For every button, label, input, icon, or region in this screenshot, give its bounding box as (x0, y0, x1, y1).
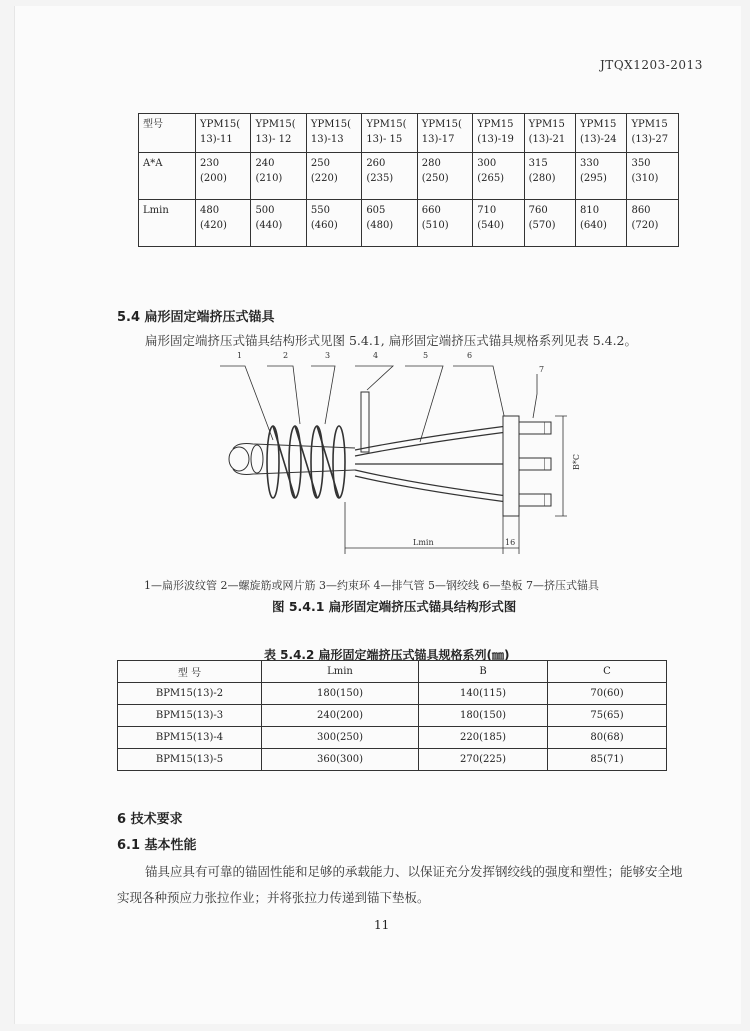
table-row (118, 705, 667, 727)
table-cell: 550 (460) (306, 200, 361, 247)
table-cell: 300 (265) (473, 153, 524, 200)
section-6-1-para-line2: 实现各种预应力张拉作业；并将张拉力传递到锚下垫板。 (117, 890, 430, 905)
table-cell: 230 (200) (196, 153, 251, 200)
figure-caption: 图 5.4.1 扁形固定端挤压式锚具结构形式图 (272, 599, 517, 614)
table-row (118, 749, 667, 771)
table-cell: 85(71) (548, 749, 667, 771)
callout-5: 5 (423, 352, 429, 360)
table-row (139, 114, 679, 153)
anchor-spec-table-bpm (117, 660, 667, 771)
callout-4: 4 (373, 352, 379, 360)
dim-16-label: 16 (505, 538, 516, 547)
callout-6: 6 (467, 352, 473, 360)
table-cell: BPM15(13)-3 (118, 705, 262, 727)
table-cell: BPM15(13)-4 (118, 727, 262, 749)
dim-lmin-label: Lmin (413, 538, 434, 547)
extruded-anchors (519, 422, 551, 506)
table-cell: 500 (440) (251, 200, 306, 247)
table-cell: 710 (540) (473, 200, 524, 247)
table-cell: YPM15 (13)-24 (576, 114, 627, 153)
callout-3: 3 (325, 352, 331, 360)
corrugated-duct (229, 444, 355, 475)
vent-pipe (361, 392, 369, 452)
anchor-structure-figure (215, 352, 605, 567)
table-header-cell: B (419, 661, 548, 683)
table-cell: Lmin (139, 200, 196, 247)
table-cell: YPM15( 13)-13 (306, 114, 361, 153)
dim-bc-label: B*C (572, 454, 581, 470)
table-cell: 220(185) (419, 727, 548, 749)
table-cell: BPM15(13)-2 (118, 683, 262, 705)
table-header-cell: Lmin (262, 661, 419, 683)
table-cell: 270(225) (419, 749, 548, 771)
table-cell: 280 (250) (417, 153, 472, 200)
table-cell: YPM15 (13)-21 (524, 114, 575, 153)
table-header-cell: 型 号 (118, 661, 262, 683)
table-cell: 240(200) (262, 705, 419, 727)
callout-2: 2 (283, 352, 289, 360)
section-6-1-para-line1: 锚具应具有可靠的锚固性能和足够的承载能力、以保证充分发挥钢绞线的强度和塑性；能够安全地 (145, 864, 683, 879)
table-header-cell: C (548, 661, 667, 683)
table-cell: 180(150) (262, 683, 419, 705)
table-header-row (118, 661, 667, 683)
table-cell: BPM15(13)-5 (118, 749, 262, 771)
table-cell: YPM15 (13)-19 (473, 114, 524, 153)
page-number: 11 (374, 918, 390, 932)
table-cell: 330 (295) (576, 153, 627, 200)
table-cell: 240 (210) (251, 153, 306, 200)
table-row (139, 153, 679, 200)
table-cell: 300(250) (262, 727, 419, 749)
table-cell: 660 (510) (417, 200, 472, 247)
figure-legend: 1—扁形波纹管 2—螺旋筋或网片筋 3—约束环 4—排气管 5—钢绞线 6—垫板 7—挤压式锚具 (144, 579, 599, 592)
table-cell: 350 (310) (627, 153, 679, 200)
table-cell: 760 (570) (524, 200, 575, 247)
table-cell: 360(300) (262, 749, 419, 771)
callout-1: 1 (237, 352, 243, 360)
table-cell: 70(60) (548, 683, 667, 705)
table-cell: A*A (139, 153, 196, 200)
section-heading-6: 6 技术要求 (117, 812, 183, 827)
table-row (118, 727, 667, 749)
table-cell: YPM15( 13)-11 (196, 114, 251, 153)
table-cell: 250 (220) (306, 153, 361, 200)
section-5-4-intro: 扁形固定端挤压式锚具结构形式见图 5.4.1, 扁形固定端挤压式锚具规格系列见表 5.4.2。 (145, 333, 638, 348)
table-cell: 480 (420) (196, 200, 251, 247)
bearing-plate (503, 416, 519, 516)
section-heading-5-4: 5.4 扁形固定端挤压式锚具 (117, 310, 275, 325)
table-cell: 810 (640) (576, 200, 627, 247)
table-cell: YPM15( 13)-17 (417, 114, 472, 153)
table-cell: YPM15 (13)-27 (627, 114, 679, 153)
table-cell: 260 (235) (362, 153, 417, 200)
steel-strands (355, 426, 507, 502)
callout-7: 7 (539, 365, 545, 374)
table-cell: 140(115) (419, 683, 548, 705)
leader-lines (220, 366, 537, 442)
table-cell: 型号 (139, 114, 196, 153)
table-caption: 表 5.4.2 扁形固定端挤压式锚具规格系列(㎜) (264, 648, 510, 662)
table-cell: 860 (720) (627, 200, 679, 247)
table-row (139, 200, 679, 247)
table-row (118, 683, 667, 705)
section-heading-6-1: 6.1 基本性能 (117, 838, 197, 853)
table-cell: 315 (280) (524, 153, 575, 200)
spiral-reinforcement (267, 426, 345, 498)
table-cell: YPM15( 13)- 15 (362, 114, 417, 153)
table-cell: 180(150) (419, 705, 548, 727)
table-cell: 75(65) (548, 705, 667, 727)
standard-code: JTQX1203-2013 (600, 58, 703, 72)
bc-dimension-line (555, 416, 567, 516)
table-cell: 605 (480) (362, 200, 417, 247)
table-cell: 80(68) (548, 727, 667, 749)
anchor-spec-table-ypm (138, 113, 679, 247)
table-cell: YPM15( 13)- 12 (251, 114, 306, 153)
